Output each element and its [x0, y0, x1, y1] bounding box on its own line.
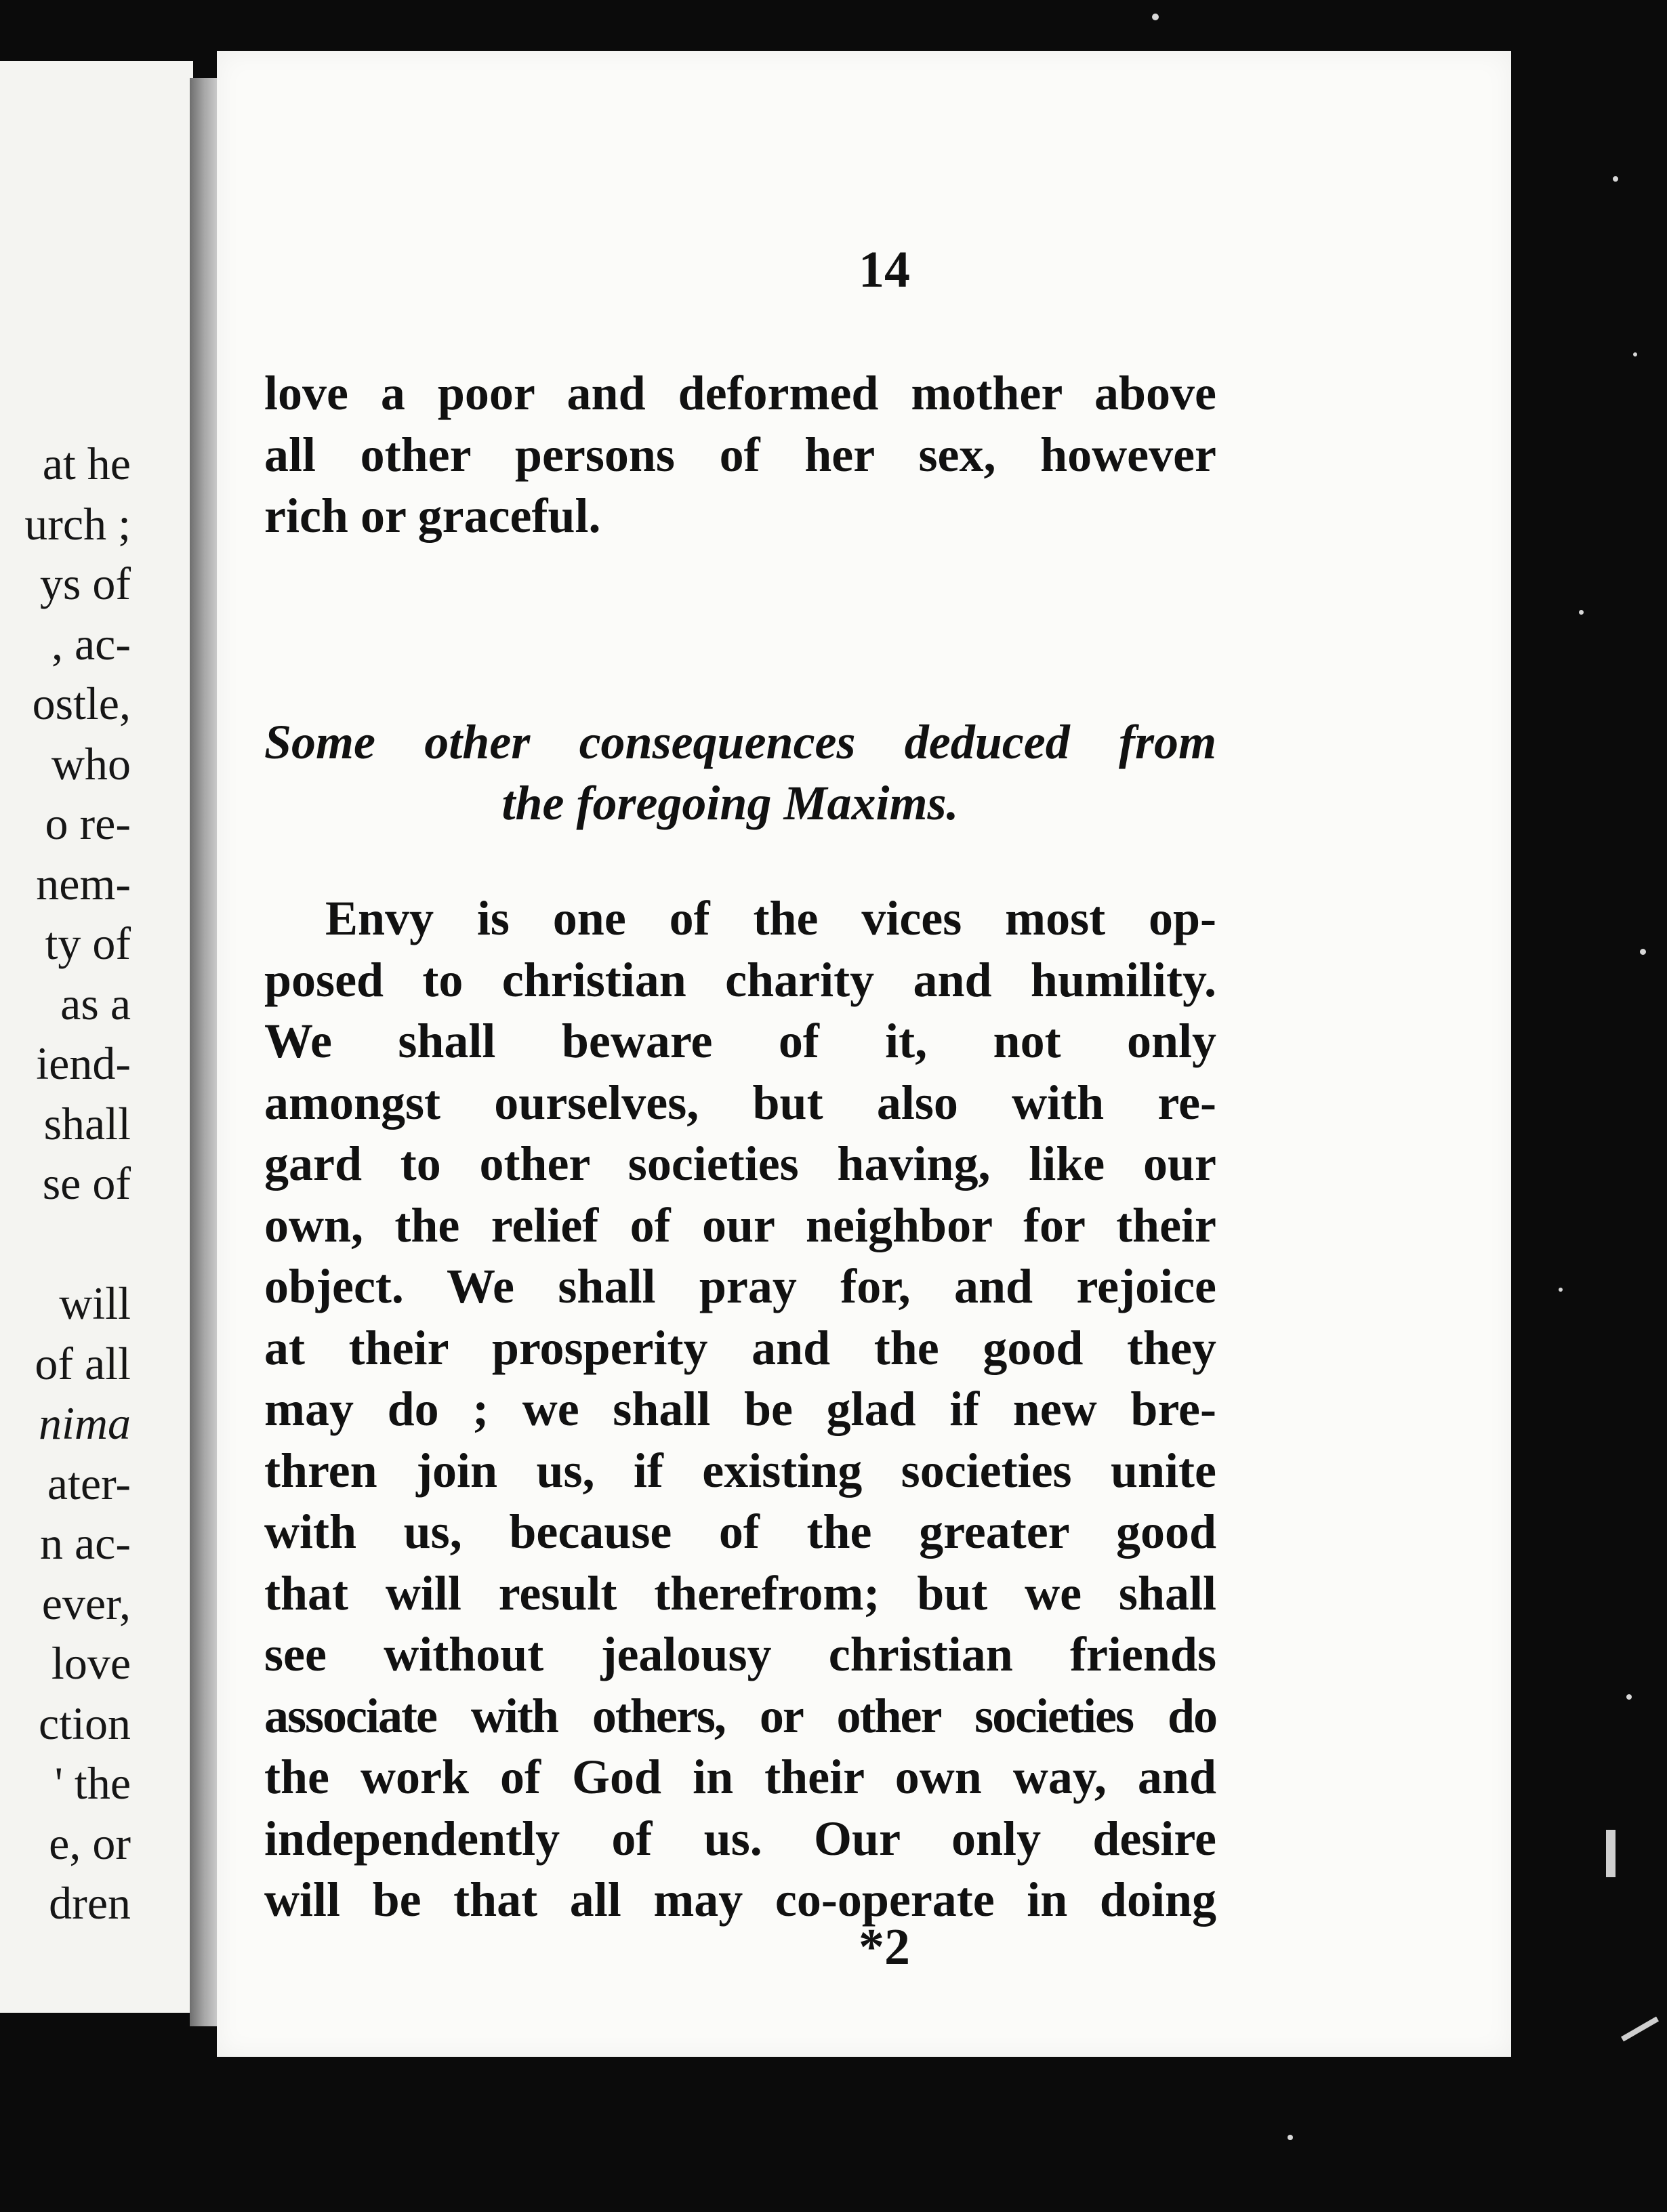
text-line: associate with others, or other societies do [264, 1688, 1216, 1743]
text-line: at their prosperity and the good they [264, 1320, 1216, 1375]
scan-speck [1613, 176, 1618, 182]
scan-mark [1621, 2017, 1659, 2042]
left-line: who [51, 737, 131, 790]
scan-speck [1633, 352, 1637, 356]
text-line: We shall beware of it, not only [264, 1014, 1216, 1068]
text-line: with us, because of the greater good [264, 1504, 1216, 1559]
left-line: ty of [45, 918, 131, 969]
left-line: dren [49, 1877, 131, 1929]
left-line: ys of [39, 558, 131, 609]
left-line: , ac- [51, 617, 131, 670]
left-line: love [51, 1637, 131, 1689]
section-heading [264, 712, 1216, 834]
text-line: thren join us, if existing societies unite [264, 1443, 1216, 1498]
left-line: ' the [54, 1757, 131, 1809]
scan-speck [1288, 2135, 1293, 2140]
scan-speck [1559, 1288, 1563, 1292]
text-line: gard to other societies having, like our [264, 1136, 1216, 1191]
scan-speck [1626, 1694, 1632, 1700]
left-line: o re- [45, 798, 131, 849]
left-line: nem- [36, 857, 131, 909]
text-line: that will result therefrom; but we shall [264, 1565, 1216, 1620]
text-line: amongst ourselves, but also with re- [264, 1075, 1216, 1130]
left-line: of all [35, 1337, 131, 1389]
text-line: love a poor and deformed mother above [264, 366, 1216, 420]
left-line-italic: nima [39, 1397, 131, 1449]
left-line: at he [42, 438, 131, 489]
scan-mark [1606, 1830, 1615, 1877]
text-line: the work of God in their own way, and [264, 1750, 1216, 1804]
left-line: ater- [47, 1457, 131, 1509]
left-line: se of [42, 1158, 131, 1209]
page-number: 14 [859, 241, 910, 298]
left-line: iend- [36, 1038, 131, 1089]
text-line: all other persons of her sex, however [264, 427, 1216, 482]
text-line: rich or graceful. [264, 489, 601, 543]
signature-mark: *2 [859, 1919, 910, 1975]
paragraph-envy [264, 888, 1216, 1931]
text-line: see without jealousy christian friends [264, 1627, 1216, 1681]
text-line: object. We shall pray for, and rejoice [264, 1259, 1216, 1313]
left-line: as a [60, 977, 131, 1029]
heading-line-2: the foregoing Maxims. [501, 776, 959, 830]
book-page [217, 51, 1511, 2057]
left-line: urch ; [24, 497, 131, 550]
text-line: Envy is one of the vices most op- [325, 891, 1216, 945]
left-line-gap [24, 1214, 131, 1274]
text-line: own, the relief of our neighbor for their [264, 1197, 1216, 1252]
left-line: ever, [41, 1577, 131, 1629]
paragraph-continued [264, 363, 1216, 547]
left-line: will [59, 1277, 131, 1329]
heading-line-1: Some other consequences deduced from [264, 715, 1216, 769]
text-line: may do ; we shall be glad if new bre- [264, 1382, 1216, 1436]
text-line: will be that all may co-operate in doing [264, 1872, 1216, 1927]
scan-speck [1640, 949, 1646, 955]
left-line: e, or [49, 1817, 131, 1869]
left-line: n ac- [39, 1517, 131, 1569]
text-line: posed to christian charity and humility. [264, 952, 1216, 1007]
text-line: independently of us. Our only desire [264, 1811, 1216, 1866]
left-page-text [24, 434, 131, 1933]
scan-speck [1152, 14, 1159, 20]
left-line: ction [39, 1697, 131, 1749]
left-line: ostle, [32, 678, 131, 729]
scan-speck [1579, 610, 1584, 615]
left-line: shall [43, 1097, 131, 1149]
left-page-fragment [0, 61, 193, 2013]
